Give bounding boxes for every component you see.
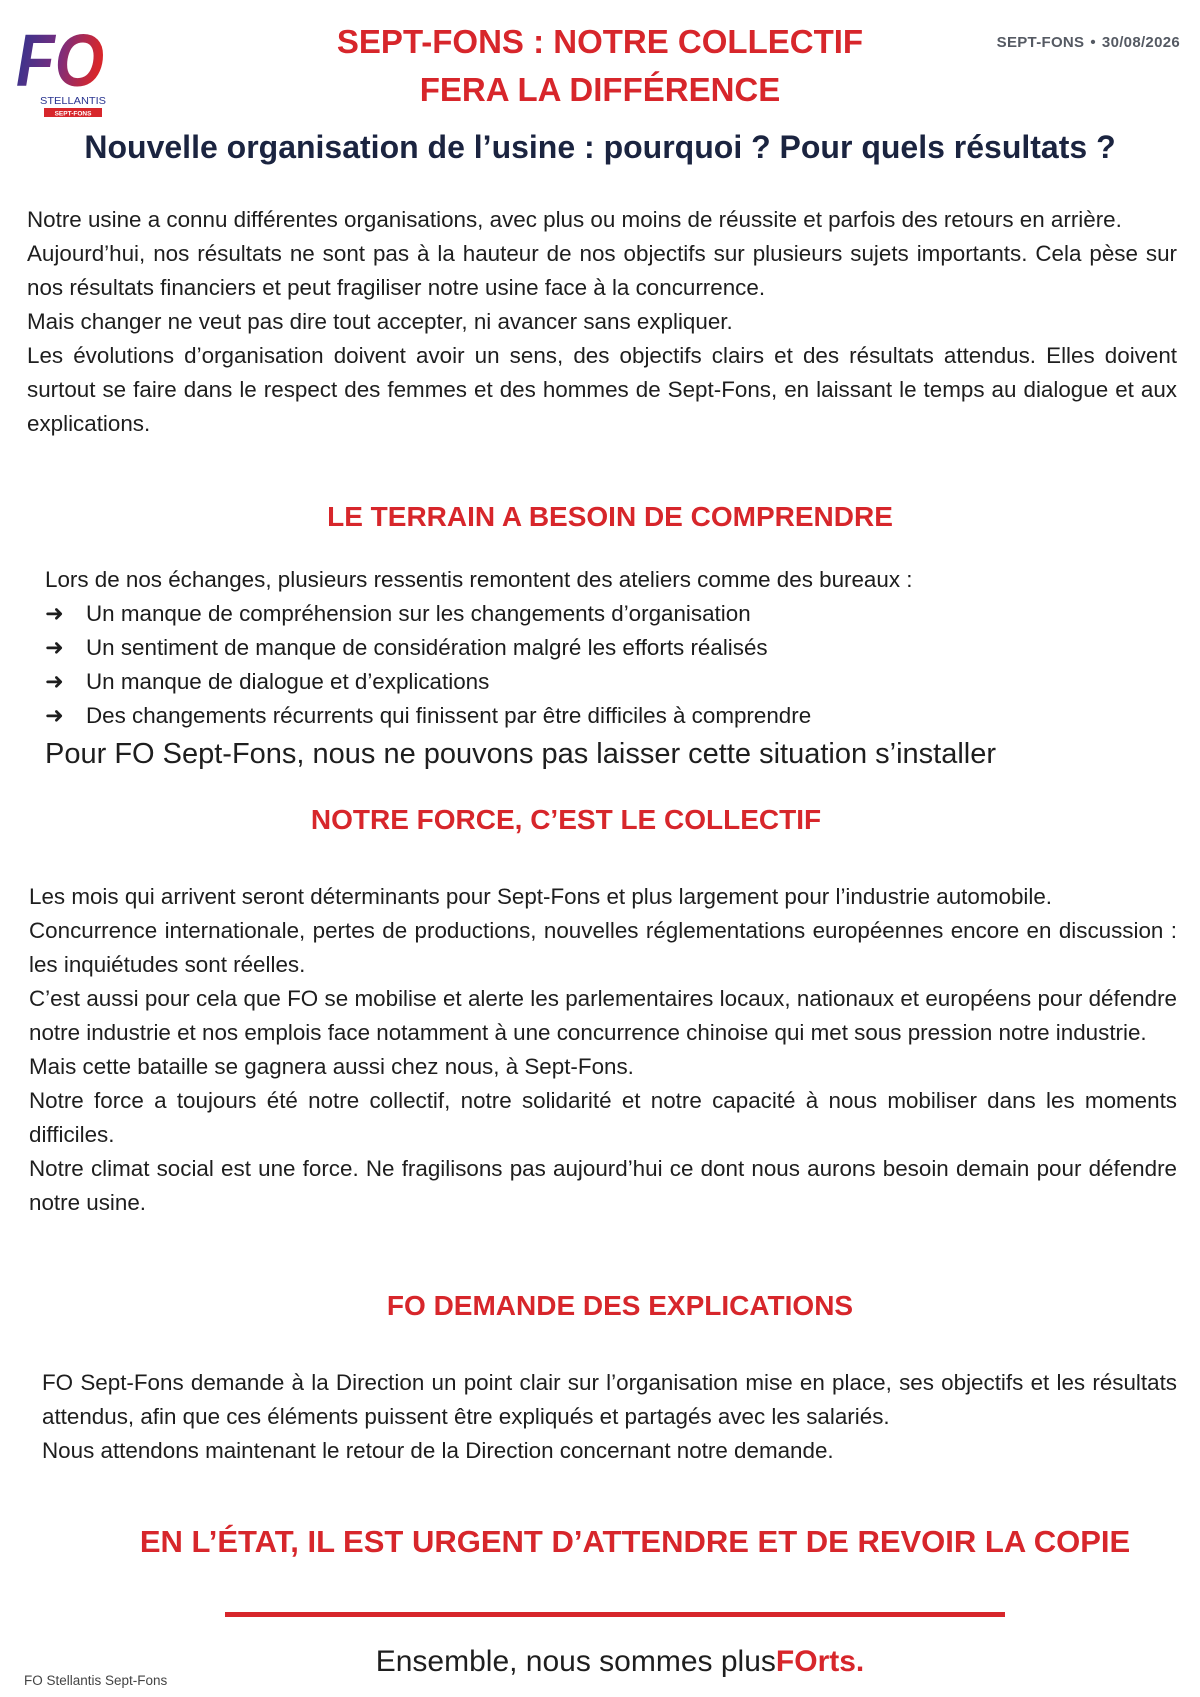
intro-text <box>27 203 1177 441</box>
list-item-text: Un sentiment de manque de considération malgré les efforts réalisés <box>86 635 768 660</box>
list-item-text: Un manque de dialogue et d’explications <box>86 669 490 694</box>
section3-paragraph: Nous attendons maintenant le retour de la Direction concernant notre demande. <box>42 1438 834 1463</box>
list-item <box>45 699 811 733</box>
section-title-explications: FO DEMANDE DES EXPLICATIONS <box>386 1290 854 1321</box>
section2-paragraph: Notre climat social est une force. Ne fragilisons pas aujourd’hui ce dont nous aurons besoin demain pour défendre notre usine. <box>29 1156 1177 1215</box>
fo-stellantis-logo <box>14 14 108 118</box>
arrow-right-icon: ➜ <box>45 669 64 694</box>
section2-text <box>29 880 1177 1220</box>
list-item-text: Un manque de compréhension sur les changements d’organisation <box>86 601 751 626</box>
arrow-right-icon: ➜ <box>45 703 64 728</box>
section2-paragraph: Les mois qui arrivent seront déterminants pour Sept-Fons et plus largement pour l’industrie automobile. <box>29 884 1053 909</box>
header-title-line2: FERA LA DIFFÉRENCE <box>419 71 781 108</box>
logo-brand: STELLANTIS <box>40 95 106 107</box>
arrow-right-icon: ➜ <box>45 601 64 626</box>
header-meta <box>997 34 1180 51</box>
header-location: SEPT-FONS <box>996 34 1085 51</box>
logo-letters: FO <box>16 19 104 102</box>
header-title-line1: SEPT-FONS : NOTRE COLLECTIF <box>336 23 864 60</box>
arrow-right-icon: ➜ <box>45 635 64 660</box>
intro-paragraph: Mais changer ne veut pas dire tout accepter, ni avancer sans expliquer. <box>27 309 733 334</box>
section-title-collectif: NOTRE FORCE, C’EST LE COLLECTIF <box>310 804 822 835</box>
section2-paragraph: Concurrence internationale, pertes de productions, nouvelles réglementations européennes encore en discussion : les inquiétudes sont réelles. <box>29 918 1177 977</box>
section3-paragraph: FO Sept-Fons demande à la Direction un point clair sur l’organisation mise en place, ses objectifs et les résultats attendus, afin que ces éléments puissent être expliqués et partagés avec les salariés. <box>42 1370 1177 1429</box>
intro-paragraph: Les évolutions d’organisation doivent avoir un sens, des objectifs clairs et des résultats attendus. Elles doivent surtout se faire dans le respect des femmes et des hommes de Sept-Fons, en laissant le temps au dialogue et aux explications. <box>27 343 1177 436</box>
list-item-text: Des changements récurrents qui finissent par être difficiles à comprendre <box>86 703 812 728</box>
header-date: 30/08/2026 <box>1101 34 1180 51</box>
section2-paragraph: C’est aussi pour cela que FO se mobilise et alerte les parlementaires locaux, nationaux et européens pour défendre notre industrie et nos emplois face notamment à une concurrence chinoise qui met sous pression notre industrie. <box>29 986 1177 1045</box>
section1-conclusion: Pour FO Sept-Fons, nous ne pouvons pas laisser cette situation s’installer <box>45 738 997 770</box>
bullet-separator: • <box>1090 34 1096 51</box>
urgent-statement: EN L’ÉTAT, IL EST URGENT D’ATTENDRE ET DE REVOIR LA COPIE <box>139 1524 1131 1559</box>
logo-site: SEPT-FONS <box>54 110 92 118</box>
footer-divider <box>225 1612 1005 1617</box>
list-item <box>45 597 811 631</box>
tagline-prefix: Ensemble, nous sommes plus <box>375 1645 776 1678</box>
section2-paragraph: Mais cette bataille se gagnera aussi chez nous, à Sept-Fons. <box>29 1054 634 1079</box>
intro-paragraph: Aujourd’hui, nos résultats ne sont pas à la hauteur de nos objectifs sur plusieurs sujets importants. Cela pèse sur nos résultats financiers et peut fragiliser notre usine face à la concurrence. <box>27 241 1177 300</box>
intro-paragraph: Notre usine a connu différentes organisations, avec plus ou moins de réussite et parfois des retours en arrière. <box>27 207 1122 232</box>
section1-lead: Lors de nos échanges, plusieurs ressentis remontent des ateliers comme des bureaux : <box>45 567 913 592</box>
list-item <box>45 665 811 699</box>
section3-text <box>42 1366 1177 1468</box>
page-subtitle: Nouvelle organisation de l’usine : pourquoi ? Pour quels résultats ? <box>84 129 1116 165</box>
tagline-strong: FOrts. <box>775 1645 865 1678</box>
concerns-list <box>45 597 811 733</box>
section2-paragraph: Notre force a toujours été notre collectif, notre solidarité et notre capacité à nous mobiliser dans les moments difficiles. <box>29 1088 1177 1147</box>
footer-tagline <box>0 1640 1200 1684</box>
footer-organization: FO Stellantis Sept-Fons <box>24 1673 168 1688</box>
list-item <box>45 631 811 665</box>
section-title-terrain: LE TERRAIN A BESOIN DE COMPRENDRE <box>327 501 893 532</box>
